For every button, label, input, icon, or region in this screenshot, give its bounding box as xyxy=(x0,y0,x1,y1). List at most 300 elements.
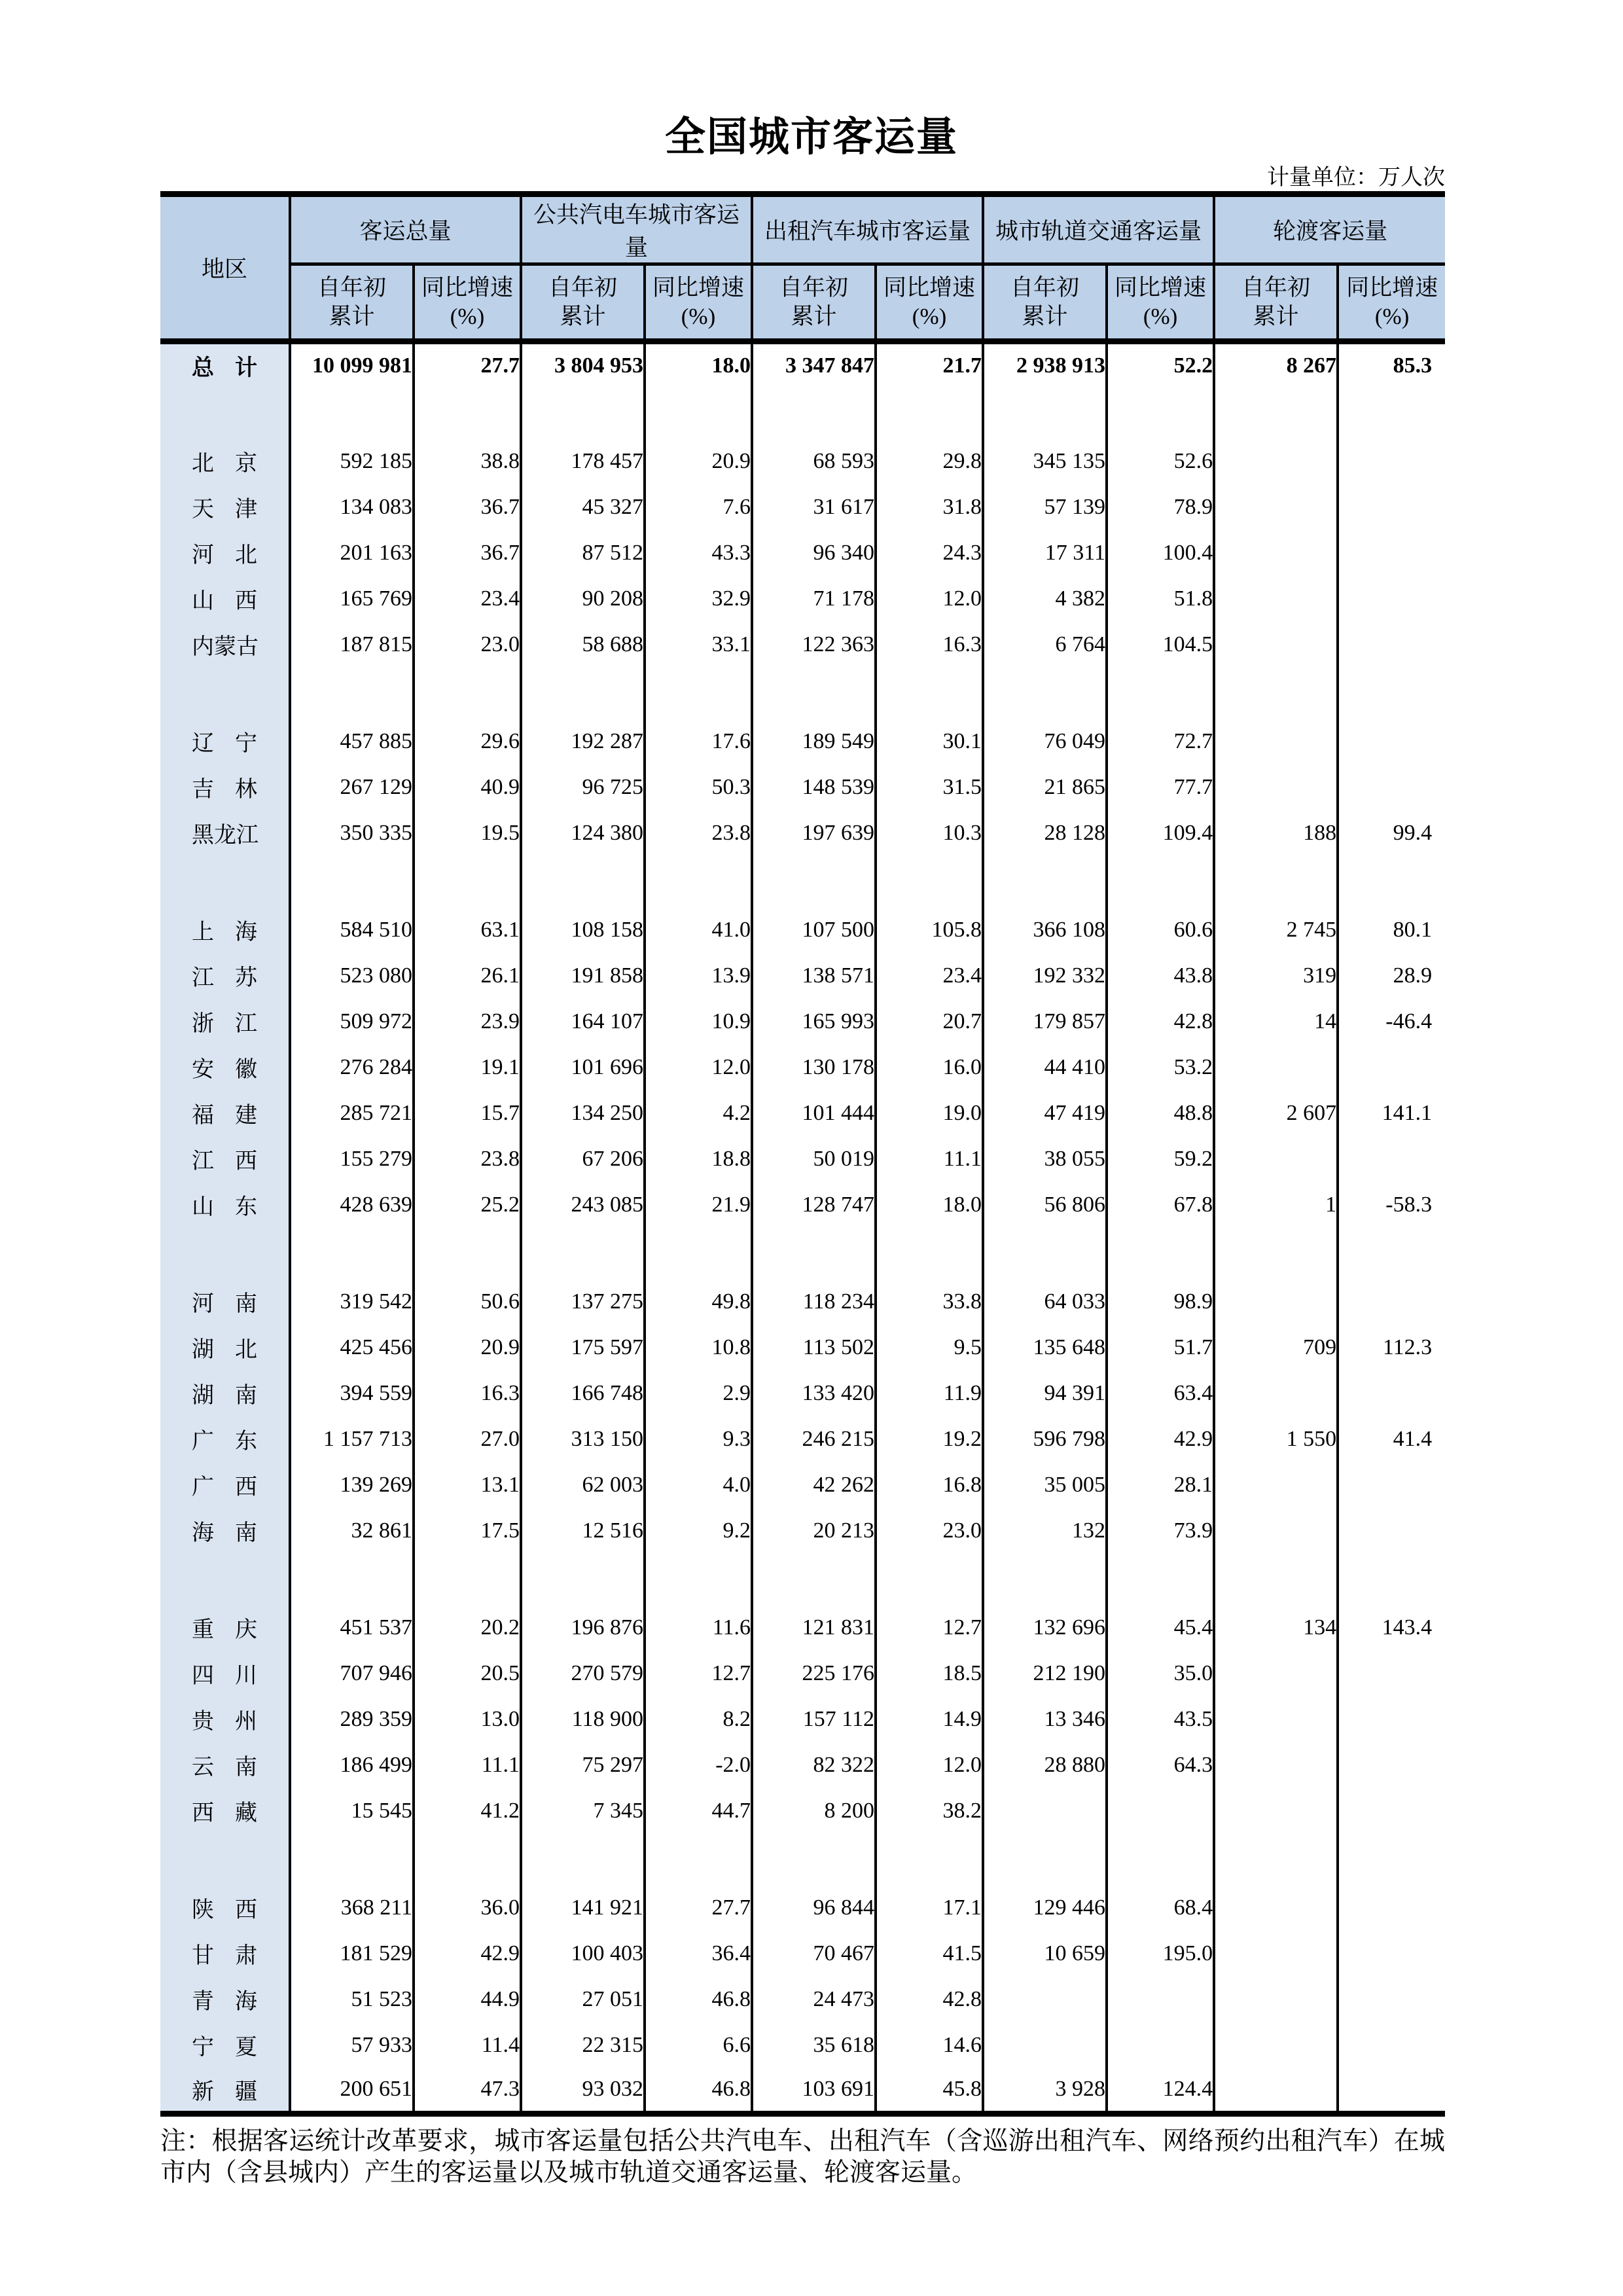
value-cell xyxy=(1214,1788,1338,1834)
value-cell: 2 607 xyxy=(1214,1090,1338,1136)
value-cell-empty xyxy=(983,1554,1107,1605)
value-cell: 523 080 xyxy=(290,953,414,999)
region-cell-empty xyxy=(160,668,290,719)
value-cell: 11.1 xyxy=(414,1742,521,1788)
value-cell: 82 322 xyxy=(752,1742,876,1788)
value-cell: 457 885 xyxy=(290,719,414,764)
value-cell: 143.4 xyxy=(1338,1605,1445,1651)
value-cell: 124.4 xyxy=(1107,2068,1214,2114)
value-cell: 42.9 xyxy=(414,1931,521,1977)
value-cell: 9.5 xyxy=(876,1325,983,1371)
region-cell: 浙 江 xyxy=(160,999,290,1045)
value-cell: 122 363 xyxy=(752,622,876,668)
value-cell: 11.1 xyxy=(876,1136,983,1182)
group-header-row xyxy=(160,194,1445,264)
region-cell: 海 南 xyxy=(160,1508,290,1554)
value-cell xyxy=(1338,439,1445,484)
table-row-吉林 xyxy=(160,764,1445,810)
value-cell: 451 537 xyxy=(290,1605,414,1651)
value-cell: 2 745 xyxy=(1214,907,1338,953)
region-cell: 四 川 xyxy=(160,1651,290,1696)
value-cell: 68.4 xyxy=(1107,1885,1214,1931)
value-cell: 16.0 xyxy=(876,1045,983,1090)
value-cell: 98.9 xyxy=(1107,1279,1214,1325)
value-cell: 596 798 xyxy=(983,1416,1107,1462)
value-cell: 12.0 xyxy=(645,1045,752,1090)
value-cell: 18.8 xyxy=(645,1136,752,1182)
value-cell-empty xyxy=(414,1228,521,1279)
spacer-row xyxy=(160,387,1445,439)
value-cell: 12.7 xyxy=(645,1651,752,1696)
table-row-江西 xyxy=(160,1136,1445,1182)
value-cell: 164 107 xyxy=(521,999,645,1045)
region-cell: 湖 北 xyxy=(160,1325,290,1371)
value-cell: 319 542 xyxy=(290,1279,414,1325)
table-row-河南 xyxy=(160,1279,1445,1325)
table-row-总计 xyxy=(160,342,1445,387)
value-cell xyxy=(1338,576,1445,622)
value-cell: 56 806 xyxy=(983,1182,1107,1228)
group-header-4: 轮渡客运量 xyxy=(1214,194,1445,264)
value-cell-empty xyxy=(521,856,645,907)
value-cell: 12.0 xyxy=(876,1742,983,1788)
value-cell xyxy=(1214,719,1338,764)
value-cell: 75 297 xyxy=(521,1742,645,1788)
value-cell: 19.2 xyxy=(876,1416,983,1462)
value-cell: 13 346 xyxy=(983,1696,1107,1742)
value-cell: 128 747 xyxy=(752,1182,876,1228)
value-cell: 212 190 xyxy=(983,1651,1107,1696)
table-row-山东 xyxy=(160,1182,1445,1228)
value-cell: 42.8 xyxy=(876,1977,983,2022)
value-cell: 23.0 xyxy=(414,622,521,668)
value-cell: 21 865 xyxy=(983,764,1107,810)
value-cell-empty xyxy=(521,387,645,439)
value-cell: 43.8 xyxy=(1107,953,1214,999)
value-cell-empty xyxy=(1107,1228,1214,1279)
value-cell: 366 108 xyxy=(983,907,1107,953)
value-cell: 96 844 xyxy=(752,1885,876,1931)
value-cell: 96 725 xyxy=(521,764,645,810)
value-cell: 44 410 xyxy=(983,1045,1107,1090)
value-cell: 134 250 xyxy=(521,1090,645,1136)
value-cell xyxy=(1338,1651,1445,1696)
value-cell-empty xyxy=(1107,387,1214,439)
value-cell: 46.8 xyxy=(645,2068,752,2114)
value-cell: 8 267 xyxy=(1214,342,1338,387)
value-cell: 188 xyxy=(1214,810,1338,856)
value-cell: 16.3 xyxy=(876,622,983,668)
value-cell: 25.2 xyxy=(414,1182,521,1228)
value-cell: 48.8 xyxy=(1107,1090,1214,1136)
group-header-1: 公共汽电车城市客运量 xyxy=(521,194,752,264)
value-cell: 101 444 xyxy=(752,1090,876,1136)
region-cell: 云 南 xyxy=(160,1742,290,1788)
value-cell: 27 051 xyxy=(521,1977,645,2022)
value-cell: 6 764 xyxy=(983,622,1107,668)
value-cell: 20.9 xyxy=(414,1325,521,1371)
value-cell: 26.1 xyxy=(414,953,521,999)
value-cell-empty xyxy=(983,387,1107,439)
value-cell: 3 804 953 xyxy=(521,342,645,387)
value-cell: 31 617 xyxy=(752,484,876,530)
value-cell-empty xyxy=(1214,1554,1338,1605)
value-cell: 42 262 xyxy=(752,1462,876,1508)
table-row-重庆 xyxy=(160,1605,1445,1651)
value-cell: 38.8 xyxy=(414,439,521,484)
value-cell-empty xyxy=(876,1554,983,1605)
value-cell: 18.0 xyxy=(645,342,752,387)
unit-note: 计量单位：万人次 xyxy=(1267,166,1445,190)
value-cell: 592 185 xyxy=(290,439,414,484)
value-cell: 38.2 xyxy=(876,1788,983,1834)
value-cell-empty xyxy=(983,1834,1107,1885)
value-cell xyxy=(1214,1651,1338,1696)
value-cell: 21.9 xyxy=(645,1182,752,1228)
value-cell: 20.7 xyxy=(876,999,983,1045)
value-cell xyxy=(1338,1508,1445,1554)
value-cell: 104.5 xyxy=(1107,622,1214,668)
value-cell: 12.7 xyxy=(876,1605,983,1651)
region-cell: 新 疆 xyxy=(160,2068,290,2114)
value-cell xyxy=(1338,2068,1445,2114)
value-cell: 27.7 xyxy=(645,1885,752,1931)
value-cell: 192 287 xyxy=(521,719,645,764)
value-cell: 49.8 xyxy=(645,1279,752,1325)
value-cell: 45.8 xyxy=(876,2068,983,2114)
value-cell xyxy=(1338,1371,1445,1416)
value-cell: 28 880 xyxy=(983,1742,1107,1788)
value-cell: 19.0 xyxy=(876,1090,983,1136)
value-cell: 289 359 xyxy=(290,1696,414,1742)
value-cell: 28 128 xyxy=(983,810,1107,856)
value-cell: 17 311 xyxy=(983,530,1107,576)
value-cell xyxy=(1214,439,1338,484)
value-cell xyxy=(1214,764,1338,810)
value-cell: 100.4 xyxy=(1107,530,1214,576)
table-row-青海 xyxy=(160,1977,1445,2022)
value-cell: 59.2 xyxy=(1107,1136,1214,1182)
value-cell: 40.9 xyxy=(414,764,521,810)
value-cell-empty xyxy=(645,387,752,439)
value-cell: 28.1 xyxy=(1107,1462,1214,1508)
region-cell: 广 西 xyxy=(160,1462,290,1508)
value-cell xyxy=(1107,1788,1214,1834)
value-cell-empty xyxy=(414,1554,521,1605)
value-cell: 319 xyxy=(1214,953,1338,999)
value-cell: 68 593 xyxy=(752,439,876,484)
value-cell: 12 516 xyxy=(521,1508,645,1554)
value-cell: 345 135 xyxy=(983,439,1107,484)
value-cell: 14.6 xyxy=(876,2022,983,2068)
value-cell: 4 382 xyxy=(983,576,1107,622)
value-cell: 2 938 913 xyxy=(983,342,1107,387)
value-cell: 109.4 xyxy=(1107,810,1214,856)
value-cell-empty xyxy=(1338,856,1445,907)
value-cell xyxy=(1214,622,1338,668)
value-cell xyxy=(1338,1462,1445,1508)
value-cell: 42.9 xyxy=(1107,1416,1214,1462)
value-cell: 133 420 xyxy=(752,1371,876,1416)
region-cell: 江 西 xyxy=(160,1136,290,1182)
value-cell: 33.8 xyxy=(876,1279,983,1325)
region-cell: 广 东 xyxy=(160,1416,290,1462)
value-cell: 45 327 xyxy=(521,484,645,530)
value-cell: 709 xyxy=(1214,1325,1338,1371)
spacer-row xyxy=(160,668,1445,719)
value-cell: 8.2 xyxy=(645,1696,752,1742)
value-cell: 12.0 xyxy=(876,576,983,622)
value-cell-empty xyxy=(645,1554,752,1605)
value-cell: 267 129 xyxy=(290,764,414,810)
value-cell: 93 032 xyxy=(521,2068,645,2114)
value-cell xyxy=(1107,2022,1214,2068)
value-cell: 77.7 xyxy=(1107,764,1214,810)
value-cell: 200 651 xyxy=(290,2068,414,2114)
value-cell-empty xyxy=(983,1228,1107,1279)
value-cell: 11.9 xyxy=(876,1371,983,1416)
value-cell xyxy=(1338,530,1445,576)
value-cell: 87 512 xyxy=(521,530,645,576)
value-cell: 14.9 xyxy=(876,1696,983,1742)
value-cell: 50 019 xyxy=(752,1136,876,1182)
table-row-甘肃 xyxy=(160,1931,1445,1977)
value-cell: 428 639 xyxy=(290,1182,414,1228)
value-cell: 32 861 xyxy=(290,1508,414,1554)
region-cell: 吉 林 xyxy=(160,764,290,810)
value-cell: 43.3 xyxy=(645,530,752,576)
value-cell: 141 921 xyxy=(521,1885,645,1931)
value-cell: 10 099 981 xyxy=(290,342,414,387)
value-cell: 70 467 xyxy=(752,1931,876,1977)
value-cell: -2.0 xyxy=(645,1742,752,1788)
value-cell-empty xyxy=(414,1834,521,1885)
value-cell: 7 345 xyxy=(521,1788,645,1834)
value-cell xyxy=(1338,1742,1445,1788)
value-cell: 137 275 xyxy=(521,1279,645,1325)
table-row-河北 xyxy=(160,530,1445,576)
region-cell: 陕 西 xyxy=(160,1885,290,1931)
value-cell: 157 112 xyxy=(752,1696,876,1742)
subheader-cumulative-4: 自年初 累计 xyxy=(1214,264,1338,342)
spacer-row xyxy=(160,1228,1445,1279)
value-cell: 23.9 xyxy=(414,999,521,1045)
value-cell: 35.0 xyxy=(1107,1651,1214,1696)
value-cell: 53.2 xyxy=(1107,1045,1214,1090)
value-cell: 108 158 xyxy=(521,907,645,953)
group-header-0: 客运总量 xyxy=(290,194,521,264)
subheader-growth-2: 同比增速 (%) xyxy=(876,264,983,342)
footnote: 注：根据客运统计改革要求，城市客运量包括公共汽电车、出租汽车（含巡游出租汽车、网络预约出租汽车）在城市内（含县城内）产生的客运量以及城市轨道交通客运量、轮渡客运量。 xyxy=(160,2127,1445,2187)
value-cell: 58 688 xyxy=(521,622,645,668)
value-cell: 52.2 xyxy=(1107,342,1214,387)
table-row-北京 xyxy=(160,439,1445,484)
table-row-湖北 xyxy=(160,1325,1445,1371)
table-row-天津 xyxy=(160,484,1445,530)
value-cell: 57 139 xyxy=(983,484,1107,530)
value-cell: 178 457 xyxy=(521,439,645,484)
region-cell: 宁 夏 xyxy=(160,2022,290,2068)
value-cell: 78.9 xyxy=(1107,484,1214,530)
region-cell: 河 北 xyxy=(160,530,290,576)
value-cell: 112.3 xyxy=(1338,1325,1445,1371)
value-cell: 17.6 xyxy=(645,719,752,764)
value-cell: 14 xyxy=(1214,999,1338,1045)
region-cell: 北 京 xyxy=(160,439,290,484)
value-cell: 20.5 xyxy=(414,1651,521,1696)
subheader-growth-3: 同比增速 (%) xyxy=(1107,264,1214,342)
value-cell xyxy=(1214,1885,1338,1931)
value-cell xyxy=(1214,1279,1338,1325)
region-cell-empty xyxy=(160,1228,290,1279)
value-cell-empty xyxy=(1214,1228,1338,1279)
value-cell: 118 234 xyxy=(752,1279,876,1325)
value-cell: 186 499 xyxy=(290,1742,414,1788)
value-cell: 1 157 713 xyxy=(290,1416,414,1462)
value-cell: 121 831 xyxy=(752,1605,876,1651)
value-cell-empty xyxy=(1338,1834,1445,1885)
value-cell: 10.3 xyxy=(876,810,983,856)
value-cell: 129 446 xyxy=(983,1885,1107,1931)
value-cell-empty xyxy=(1338,1554,1445,1605)
value-cell: 187 815 xyxy=(290,622,414,668)
value-cell: 2.9 xyxy=(645,1371,752,1416)
spacer-row xyxy=(160,1834,1445,1885)
value-cell: 41.4 xyxy=(1338,1416,1445,1462)
value-cell-empty xyxy=(290,1228,414,1279)
value-cell-empty xyxy=(876,668,983,719)
value-cell: 134 xyxy=(1214,1605,1338,1651)
value-cell: 62 003 xyxy=(521,1462,645,1508)
value-cell: -46.4 xyxy=(1338,999,1445,1045)
value-cell: 189 549 xyxy=(752,719,876,764)
value-cell: 50.3 xyxy=(645,764,752,810)
table-row-黑龙江 xyxy=(160,810,1445,856)
value-cell xyxy=(1338,1045,1445,1090)
value-cell: 23.4 xyxy=(876,953,983,999)
value-cell-empty xyxy=(645,1834,752,1885)
value-cell: 368 211 xyxy=(290,1885,414,1931)
value-cell: 165 769 xyxy=(290,576,414,622)
value-cell-empty xyxy=(1107,856,1214,907)
region-column-header: 地区 xyxy=(160,194,290,342)
value-cell-empty xyxy=(1214,668,1338,719)
value-cell: 100 403 xyxy=(521,1931,645,1977)
value-cell: 44.9 xyxy=(414,1977,521,2022)
value-cell-empty xyxy=(645,856,752,907)
value-cell: 30.1 xyxy=(876,719,983,764)
region-cell: 山 东 xyxy=(160,1182,290,1228)
value-cell: 90 208 xyxy=(521,576,645,622)
value-cell: 50.6 xyxy=(414,1279,521,1325)
value-cell: 16.8 xyxy=(876,1462,983,1508)
value-cell: 29.6 xyxy=(414,719,521,764)
value-cell: 67.8 xyxy=(1107,1182,1214,1228)
value-cell: 313 150 xyxy=(521,1416,645,1462)
value-cell: 3 347 847 xyxy=(752,342,876,387)
region-cell: 河 南 xyxy=(160,1279,290,1325)
value-cell: 15 545 xyxy=(290,1788,414,1834)
value-cell xyxy=(1214,576,1338,622)
region-cell: 西 藏 xyxy=(160,1788,290,1834)
value-cell xyxy=(1338,1885,1445,1931)
value-cell: 42.8 xyxy=(1107,999,1214,1045)
value-cell: 139 269 xyxy=(290,1462,414,1508)
table-body xyxy=(160,342,1445,2114)
value-cell xyxy=(1214,1508,1338,1554)
value-cell: 63.1 xyxy=(414,907,521,953)
value-cell: 96 340 xyxy=(752,530,876,576)
value-cell: 36.0 xyxy=(414,1885,521,1931)
value-cell: 28.9 xyxy=(1338,953,1445,999)
value-cell: 21.7 xyxy=(876,342,983,387)
table-row-宁夏 xyxy=(160,2022,1445,2068)
value-cell: 27.0 xyxy=(414,1416,521,1462)
value-cell-empty xyxy=(1338,668,1445,719)
value-cell: 46.8 xyxy=(645,1977,752,2022)
subheader-growth-1: 同比增速 (%) xyxy=(645,264,752,342)
value-cell-empty xyxy=(1338,1228,1445,1279)
value-cell: 141.1 xyxy=(1338,1090,1445,1136)
value-cell: 51 523 xyxy=(290,1977,414,2022)
value-cell-empty xyxy=(752,1228,876,1279)
group-header-2: 出租汽车城市客运量 xyxy=(752,194,983,264)
value-cell: 197 639 xyxy=(752,810,876,856)
value-cell-empty xyxy=(414,856,521,907)
value-cell: 6.6 xyxy=(645,2022,752,2068)
value-cell: -58.3 xyxy=(1338,1182,1445,1228)
region-cell: 上 海 xyxy=(160,907,290,953)
value-cell: 19.1 xyxy=(414,1045,521,1090)
value-cell-empty xyxy=(290,1834,414,1885)
subheader-cumulative-2: 自年初 累计 xyxy=(752,264,876,342)
table-row-浙江 xyxy=(160,999,1445,1045)
table-header xyxy=(160,194,1445,342)
value-cell: 394 559 xyxy=(290,1371,414,1416)
region-cell: 贵 州 xyxy=(160,1696,290,1742)
region-cell: 总 计 xyxy=(160,342,290,387)
table-row-上海 xyxy=(160,907,1445,953)
value-cell xyxy=(1338,484,1445,530)
value-cell: 148 539 xyxy=(752,764,876,810)
value-cell: 10.8 xyxy=(645,1325,752,1371)
value-cell-empty xyxy=(290,668,414,719)
value-cell: 195.0 xyxy=(1107,1931,1214,1977)
value-cell: 425 456 xyxy=(290,1325,414,1371)
region-cell: 辽 宁 xyxy=(160,719,290,764)
spacer-row xyxy=(160,856,1445,907)
value-cell-empty xyxy=(414,387,521,439)
value-cell-empty xyxy=(290,387,414,439)
value-cell: 17.1 xyxy=(876,1885,983,1931)
region-cell-empty xyxy=(160,1554,290,1605)
value-cell-empty xyxy=(1214,387,1338,439)
table-row-四川 xyxy=(160,1651,1445,1696)
value-cell: 73.9 xyxy=(1107,1508,1214,1554)
region-cell: 甘 肃 xyxy=(160,1931,290,1977)
value-cell: 155 279 xyxy=(290,1136,414,1182)
value-cell-empty xyxy=(521,668,645,719)
value-cell xyxy=(983,1977,1107,2022)
page-title: 全国城市客运量 xyxy=(664,113,958,160)
value-cell: 16.3 xyxy=(414,1371,521,1416)
value-cell: 72.7 xyxy=(1107,719,1214,764)
value-cell: 15.7 xyxy=(414,1090,521,1136)
value-cell: 20.2 xyxy=(414,1605,521,1651)
value-cell: 23.0 xyxy=(876,1508,983,1554)
subheader-cumulative-1: 自年初 累计 xyxy=(521,264,645,342)
value-cell: 175 597 xyxy=(521,1325,645,1371)
